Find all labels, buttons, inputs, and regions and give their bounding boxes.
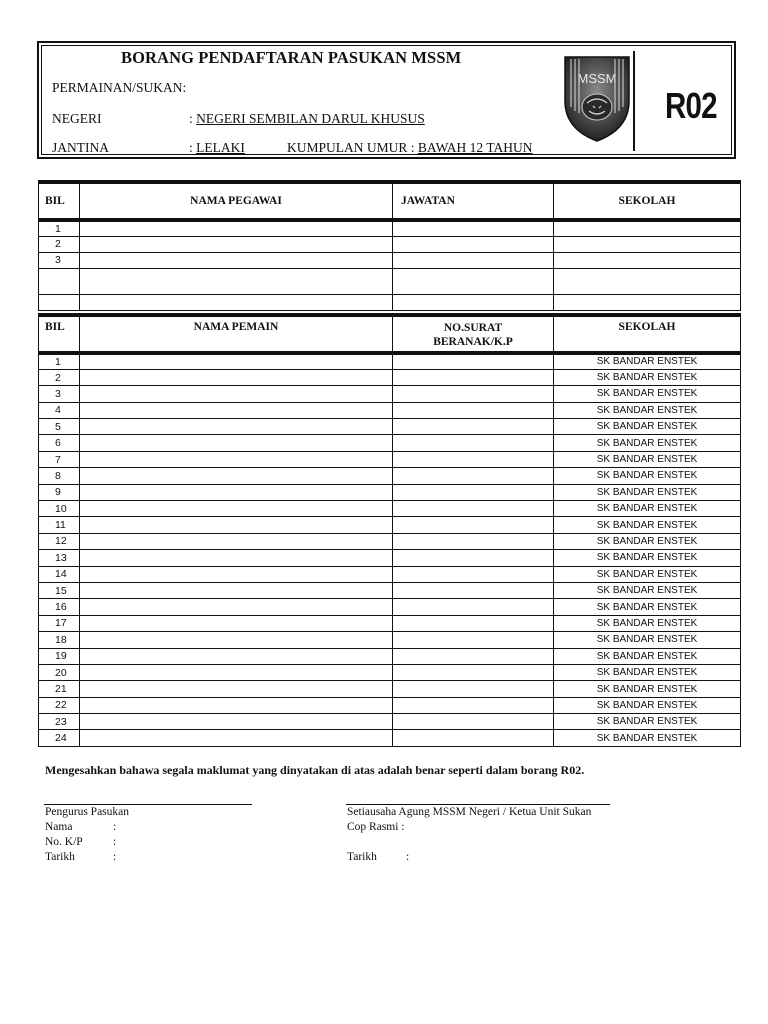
player-row-number: 21 [39,681,80,697]
player-row-number: 22 [39,697,80,713]
player-name-cell[interactable] [80,451,393,467]
player-school-cell: SK BANDAR ENSTEK [554,714,741,730]
player-name-cell[interactable] [80,550,393,566]
player-name-cell[interactable] [80,402,393,418]
players-header-bil: BIL [39,315,80,353]
official-school-cell[interactable] [554,236,741,252]
official-name-cell[interactable] [80,236,393,252]
player-row [39,632,741,648]
officials-header-name: NAMA PEGAWAI [80,182,393,220]
player-row-number: 13 [39,550,80,566]
player-school-cell: SK BANDAR ENSTEK [554,730,741,746]
player-row [39,566,741,582]
official-row-number [39,268,80,294]
player-row [39,419,741,435]
player-row [39,550,741,566]
player-ic-cell[interactable] [393,533,554,549]
player-row-number: 12 [39,533,80,549]
player-school-cell: SK BANDAR ENSTEK [554,484,741,500]
official-position-cell[interactable] [393,220,554,236]
player-school-cell: SK BANDAR ENSTEK [554,599,741,615]
player-ic-cell[interactable] [393,402,554,418]
player-school-cell: SK BANDAR ENSTEK [554,681,741,697]
player-row [39,353,741,369]
player-ic-cell[interactable] [393,419,554,435]
player-row [39,451,741,467]
player-name-cell[interactable] [80,533,393,549]
official-row [39,268,741,294]
player-school-cell: SK BANDAR ENSTEK [554,501,741,517]
player-school-cell: SK BANDAR ENSTEK [554,533,741,549]
state-field [189,111,425,127]
player-school-cell: SK BANDAR ENSTEK [554,697,741,713]
player-name-cell[interactable] [80,664,393,680]
official-row-number: 1 [39,220,80,236]
age-group-label: KUMPULAN UMUR : [287,140,415,155]
player-row [39,599,741,615]
player-ic-cell[interactable] [393,468,554,484]
official-row [39,220,741,236]
secretary-date-colon: : [406,851,410,863]
player-row [39,714,741,730]
player-row [39,664,741,680]
player-name-cell[interactable] [80,484,393,500]
player-school-cell: SK BANDAR ENSTEK [554,566,741,582]
player-row-number: 2 [39,369,80,385]
player-row [39,501,741,517]
player-row-number: 18 [39,632,80,648]
player-row [39,582,741,598]
official-row [39,236,741,252]
gender-separator: : [189,140,193,155]
player-ic-cell[interactable] [393,681,554,697]
form-header [37,41,736,159]
gender-value: LELAKI [196,140,245,155]
player-row [39,484,741,500]
confirmation-statement: Mengesahkan bahawa segala maklumat yang dinyatakan di atas adalah benar seperti dalam borang R02. [45,763,585,777]
official-school-cell[interactable] [554,268,741,294]
player-name-cell[interactable] [80,632,393,648]
official-school-cell[interactable] [554,220,741,236]
logo-text: MSSM [577,71,617,86]
state-separator: : [189,111,193,126]
player-row [39,730,741,746]
player-row-number: 17 [39,615,80,631]
official-position-cell[interactable] [393,252,554,268]
player-row [39,402,741,418]
players-header-ic: NO.SURAT BERANAK/K.P [393,315,554,353]
player-school-cell: SK BANDAR ENSTEK [554,550,741,566]
game-label: PERMAINAN/SUKAN: [52,80,187,95]
mssm-logo [561,51,633,143]
player-school-cell: SK BANDAR ENSTEK [554,419,741,435]
official-row [39,294,741,310]
player-name-cell[interactable] [80,730,393,746]
player-row-number: 23 [39,714,80,730]
player-school-cell: SK BANDAR ENSTEK [554,402,741,418]
player-row-number: 11 [39,517,80,533]
gender-field [189,140,245,156]
officials-header-position: JAWATAN [393,182,554,220]
player-row-number: 16 [39,599,80,615]
official-school-cell[interactable] [554,252,741,268]
player-ic-cell[interactable] [393,664,554,680]
player-row [39,435,741,451]
players-header-name: NAMA PEMAIN [80,315,393,353]
player-row [39,468,741,484]
official-row-number: 3 [39,252,80,268]
player-row [39,386,741,402]
official-row-number [39,294,80,310]
player-row-number: 4 [39,402,80,418]
name-label: Nama [45,821,73,833]
player-row-number: 8 [39,468,80,484]
player-ic-cell[interactable] [393,615,554,631]
secretary-signature-line [346,804,610,805]
official-position-cell[interactable] [393,294,554,310]
player-row-number: 7 [39,451,80,467]
player-ic-cell[interactable] [393,435,554,451]
player-row-number: 14 [39,566,80,582]
manager-title: Pengurus Pasukan [45,806,130,818]
officials-header-bil: BIL [39,182,80,220]
age-group-field [287,140,532,156]
player-name-cell[interactable] [80,369,393,385]
player-school-cell: SK BANDAR ENSTEK [554,386,741,402]
player-row-number: 5 [39,419,80,435]
state-label: NEGERI [52,111,102,126]
player-row-number: 3 [39,386,80,402]
player-school-cell: SK BANDAR ENSTEK [554,353,741,369]
player-name-cell[interactable] [80,681,393,697]
gender-label: JANTINA [52,140,109,155]
player-row-number: 19 [39,648,80,664]
player-row [39,681,741,697]
player-name-cell[interactable] [80,386,393,402]
name-colon: : [113,821,117,833]
player-school-cell: SK BANDAR ENSTEK [554,632,741,648]
player-name-cell[interactable] [80,435,393,451]
date-colon: : [113,851,117,863]
player-ic-cell[interactable] [393,451,554,467]
player-name-cell[interactable] [80,648,393,664]
player-school-cell: SK BANDAR ENSTEK [554,369,741,385]
official-name-cell[interactable] [80,252,393,268]
player-name-cell[interactable] [80,599,393,615]
player-row [39,648,741,664]
player-row-number: 9 [39,484,80,500]
state-value: NEGERI SEMBILAN DARUL KHUSUS [196,111,425,126]
player-school-cell: SK BANDAR ENSTEK [554,468,741,484]
player-name-cell[interactable] [80,697,393,713]
player-name-cell[interactable] [80,615,393,631]
date-label: Tarikh [45,851,75,863]
player-ic-cell[interactable] [393,386,554,402]
player-row-number: 10 [39,501,80,517]
player-row-number: 20 [39,664,80,680]
player-ic-cell[interactable] [393,599,554,615]
player-name-cell[interactable] [80,582,393,598]
ic-label: No. K/P [45,836,83,848]
player-school-cell: SK BANDAR ENSTEK [554,648,741,664]
header-divider [633,51,635,151]
secretary-title: Setiausaha Agung MSSM Negeri / Ketua Unit Sukan [347,806,592,818]
player-row-number: 24 [39,730,80,746]
player-name-cell[interactable] [80,353,393,369]
player-school-cell: SK BANDAR ENSTEK [554,451,741,467]
players-table [38,313,741,747]
player-school-cell: SK BANDAR ENSTEK [554,582,741,598]
official-name-cell[interactable] [80,294,393,310]
official-position-cell[interactable] [393,268,554,294]
player-ic-cell[interactable] [393,648,554,664]
manager-signature-line [44,804,252,805]
player-ic-cell[interactable] [393,632,554,648]
player-ic-cell[interactable] [393,501,554,517]
player-school-cell: SK BANDAR ENSTEK [554,615,741,631]
player-row [39,517,741,533]
player-ic-cell[interactable] [393,369,554,385]
player-school-cell: SK BANDAR ENSTEK [554,664,741,680]
official-row [39,252,741,268]
player-row-number: 1 [39,353,80,369]
player-name-cell[interactable] [80,714,393,730]
player-row [39,369,741,385]
player-ic-cell[interactable] [393,697,554,713]
official-school-cell[interactable] [554,294,741,310]
player-school-cell: SK BANDAR ENSTEK [554,435,741,451]
officials-table [38,180,741,311]
official-row-number: 2 [39,236,80,252]
player-row [39,533,741,549]
age-group-value: BAWAH 12 TAHUN [417,140,533,155]
player-name-cell[interactable] [80,501,393,517]
player-name-cell[interactable] [80,468,393,484]
player-ic-cell[interactable] [393,566,554,582]
player-row-number: 15 [39,582,80,598]
player-row [39,615,741,631]
form-code: R02 [665,85,717,126]
player-ic-cell[interactable] [393,517,554,533]
official-name-cell[interactable] [80,268,393,294]
player-name-cell[interactable] [80,566,393,582]
player-ic-cell[interactable] [393,353,554,369]
player-name-cell[interactable] [80,517,393,533]
stamp-label: Cop Rasmi : [347,821,405,833]
player-row-number: 6 [39,435,80,451]
player-ic-cell[interactable] [393,582,554,598]
official-name-cell[interactable] [80,220,393,236]
ic-colon: : [113,836,117,848]
officials-header-school: SEKOLAH [554,182,741,220]
player-row [39,697,741,713]
player-ic-cell[interactable] [393,484,554,500]
secretary-date-label: Tarikh [347,851,377,863]
players-header-school: SEKOLAH [554,315,741,353]
player-school-cell: SK BANDAR ENSTEK [554,517,741,533]
player-name-cell[interactable] [80,419,393,435]
player-ic-cell[interactable] [393,714,554,730]
player-ic-cell[interactable] [393,550,554,566]
form-title: BORANG PENDAFTARAN PASUKAN MSSM [121,48,462,67]
official-position-cell[interactable] [393,236,554,252]
player-ic-cell[interactable] [393,730,554,746]
